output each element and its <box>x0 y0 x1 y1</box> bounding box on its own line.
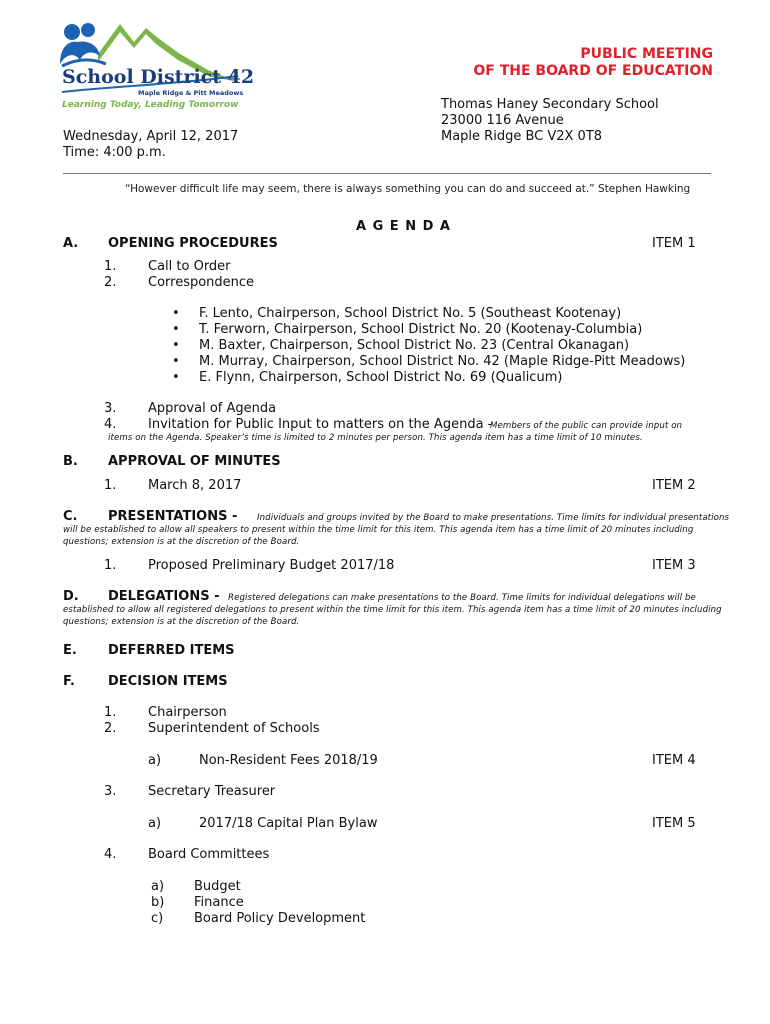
logo-name: School District 42 <box>62 66 255 88</box>
f3-number: 3. <box>104 784 117 799</box>
address-line-2: 23000 116 Avenue <box>441 113 564 128</box>
section-a-title: OPENING PROCEDURES <box>108 236 278 251</box>
meeting-title: PUBLIC MEETING <box>580 46 713 62</box>
section-c-item: ITEM 3 <box>652 558 696 573</box>
correspondence-item: • M. Murray, Chairperson, School District No. 42 (Maple Ridge-Pitt Meadows) <box>199 354 685 369</box>
a1-number: 1. <box>104 259 117 274</box>
f4a-letter: a) <box>151 879 165 894</box>
a4-note: Members of the public can provide input on <box>490 421 683 431</box>
a1-text: Call to Order <box>148 259 231 274</box>
f4c-letter: c) <box>151 911 164 926</box>
f2a-letter: a) <box>148 753 162 768</box>
correspondence-item: • M. Baxter, Chairperson, School District No. 23 (Central Okanagan) <box>199 338 629 353</box>
f4c-text: Board Policy Development <box>194 911 366 926</box>
correspondence-item: • T. Ferworn, Chairperson, School District No. 20 (Kootenay-Columbia) <box>199 322 642 337</box>
a2-number: 2. <box>104 275 117 290</box>
b1-text: March 8, 2017 <box>148 478 242 493</box>
header-divider <box>63 173 711 174</box>
section-b-title: APPROVAL OF MINUTES <box>108 454 281 469</box>
section-d-note-2: established to allow all registered delegations to present within the time limit for this item. This agenda item has a time limit of 20 minutes including <box>63 605 722 615</box>
section-c-note-3: questions; extension is at the discretion of the Board. <box>63 537 300 547</box>
correspondence-item: • E. Flynn, Chairperson, School District No. 69 (Qualicum) <box>199 370 562 385</box>
a2-text: Correspondence <box>148 275 255 290</box>
address-line-3: Maple Ridge BC V2X 0T8 <box>441 129 603 144</box>
b1-number: 1. <box>104 478 117 493</box>
f3a-item: ITEM 5 <box>652 816 696 831</box>
f4b-letter: b) <box>151 895 165 910</box>
f4-number: 4. <box>104 847 117 862</box>
meeting-time: Time: 4:00 p.m. <box>63 145 166 160</box>
f1-text: Chairperson <box>148 705 227 720</box>
section-f-title: DECISION ITEMS <box>108 674 228 689</box>
section-c-note-2: will be established to allow all speakers to present within the time limit for this item. This agenda item has a time limit of 20 minutes including <box>63 525 694 535</box>
f4b-text: Finance <box>194 895 244 910</box>
f2a-item: ITEM 4 <box>652 753 696 768</box>
a4-note-cont: items on the Agenda. Speaker’s time is limited to 2 minutes per person. This agenda item has a time limit of 10 minutes. <box>108 433 643 443</box>
a4-number: 4. <box>104 417 117 432</box>
section-d-letter: D. <box>63 589 79 604</box>
c1-number: 1. <box>104 558 117 573</box>
f4a-text: Budget <box>194 879 241 894</box>
f2-number: 2. <box>104 721 117 736</box>
section-b-item: ITEM 2 <box>652 478 696 493</box>
logo-tagline: Learning Today, Leading Tomorrow <box>62 100 239 110</box>
c1-text: Proposed Preliminary Budget 2017/18 <box>148 558 395 573</box>
section-d-note-3: questions; extension is at the discretion of the Board. <box>63 617 300 627</box>
section-c-title: PRESENTATIONS - <box>108 509 238 524</box>
f2-text: Superintendent of Schools <box>148 721 320 736</box>
meeting-subtitle: OF THE BOARD OF EDUCATION <box>473 63 713 79</box>
section-a-letter: A. <box>63 236 79 251</box>
f1-number: 1. <box>104 705 117 720</box>
meeting-date: Wednesday, April 12, 2017 <box>63 129 239 144</box>
f2a-text: Non-Resident Fees 2018/19 <box>199 753 378 768</box>
section-e-letter: E. <box>63 643 77 658</box>
section-f-letter: F. <box>63 674 75 689</box>
section-c-letter: C. <box>63 509 78 524</box>
agenda-heading: A G E N D A <box>356 219 451 234</box>
f4-text: Board Committees <box>148 847 270 862</box>
section-b-letter: B. <box>63 454 78 469</box>
section-d-note: Registered delegations can make presentations to the Board. Time limits for individual delegations will be <box>228 593 696 603</box>
a3-text: Approval of Agenda <box>148 401 277 416</box>
a3-number: 3. <box>104 401 117 416</box>
quote: “However difficult life may seem, there is always something you can do and succeed at.” Stephen Hawking <box>125 183 691 195</box>
a4-text: Invitation for Public Input to matters on the Agenda - <box>148 417 493 432</box>
f3-text: Secretary Treasurer <box>148 784 276 799</box>
correspondence-item: • F. Lento, Chairperson, School District No. 5 (Southeast Kootenay) <box>199 306 621 321</box>
section-d-title: DELEGATIONS - <box>108 589 220 604</box>
section-a-item: ITEM 1 <box>652 236 696 251</box>
section-c-note: Individuals and groups invited by the Board to make presentations. Time limits for individual presentations <box>257 513 730 523</box>
section-e-title: DEFERRED ITEMS <box>108 643 235 658</box>
logo-subtitle: Maple Ridge & Pitt Meadows <box>138 89 244 97</box>
address-line-1: Thomas Haney Secondary School <box>441 97 659 112</box>
f3a-letter: a) <box>148 816 162 831</box>
f3a-text: 2017/18 Capital Plan Bylaw <box>199 816 378 831</box>
